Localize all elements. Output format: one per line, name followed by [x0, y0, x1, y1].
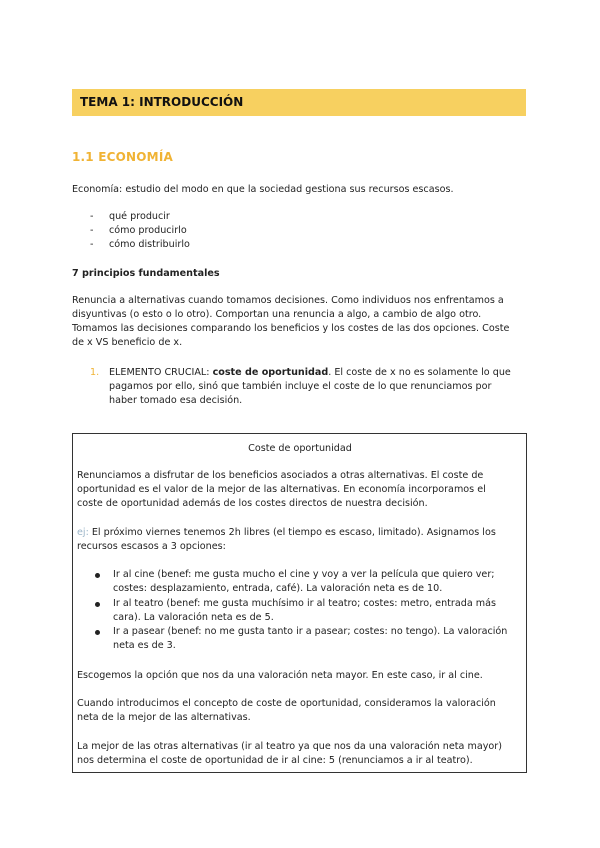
list-item: qué producir	[109, 211, 170, 222]
numbered-item-line	[109, 366, 511, 380]
paragraph-line: disyuntivas (o esto o lo otro). Comportan una renuncia a algo, a cambio de algo otro.	[72, 309, 482, 320]
definition-text: Economía: estudio del modo en que la sociedad gestiona sus recursos escasos.	[72, 184, 454, 195]
option-line: costes: desplazamiento, entrada, café). La valoración neta es de 10.	[113, 583, 443, 594]
box-line: Renunciamos a disfrutar de los beneficios asociados a otras alternativas. El coste de	[77, 470, 484, 481]
numbered-item-line: haber tomado esa decisión.	[109, 395, 243, 406]
list-number: 1.	[90, 367, 100, 378]
box-line: oportunidad es el valor de la mejor de las alternativas. En economía incorporamos el	[77, 484, 486, 495]
box-line: La mejor de las otras alternativas (ir al teatro ya que nos da una valoración neta mayor)	[77, 741, 502, 752]
option-line: Ir al cine (benef: me gusta mucho el cine y voy a ver la película que quiero ver;	[113, 569, 495, 580]
example-line: recursos escasos a 3 opciones:	[77, 541, 226, 552]
bullet-dot	[95, 602, 100, 607]
box-heading: Coste de oportunidad	[248, 443, 352, 454]
bullet-dot	[95, 630, 100, 635]
key-term: coste de oportunidad	[212, 367, 329, 378]
box-line: neta de la mejor de las alternativas.	[77, 712, 251, 723]
paragraph-line: Tomamos las decisiones comparando los beneficios y los costes de las dos opciones. Coste	[72, 323, 510, 334]
box-line: nos determina el coste de oportunidad de ir al cine: 5 (renunciamos a ir al teatro).	[77, 755, 473, 766]
list-item: cómo producirlo	[109, 225, 187, 236]
item-rest: . El coste de x no es solamente lo que	[328, 367, 511, 378]
box-line: coste de oportunidad además de los costes directos de nuestra decisión.	[77, 498, 428, 509]
option-line: Ir al teatro (benef: me gusta muchísimo ir al teatro; costes: metro, entrada más	[113, 598, 496, 609]
bullet-dot	[95, 573, 100, 578]
dash-bullet: -	[90, 211, 94, 222]
option-line: cara). La valoración neta es de 5.	[113, 612, 274, 623]
box-line: Escogemos la opción que nos da una valoración neta mayor. En este caso, ir al cine.	[77, 670, 483, 681]
chapter-title: TEMA 1: INTRODUCCIÓN	[72, 89, 526, 116]
numbered-item-line: pagamos por ello, sinó que también incluye el coste de lo que renunciamos por	[109, 381, 492, 392]
option-line: Ir a pasear (benef: no me gusta tanto ir a pasear; costes: no tengo). La valoración	[113, 626, 508, 637]
option-line: neta es de 3.	[113, 640, 176, 651]
list-item: cómo distribuirlo	[109, 239, 190, 250]
dash-bullet: -	[90, 239, 94, 250]
paragraph-line: de x VS beneficio de x.	[72, 337, 183, 348]
example-line	[77, 526, 496, 540]
paragraph-line: Renuncia a alternativas cuando tomamos decisiones. Como individuos nos enfrentamos a	[72, 295, 504, 306]
box-line: Cuando introducimos el concepto de coste de oportunidad, consideramos la valoración	[77, 698, 496, 709]
principles-heading: 7 principios fundamentales	[72, 268, 220, 279]
dash-bullet: -	[90, 225, 94, 236]
item-prefix: ELEMENTO CRUCIAL:	[109, 367, 213, 378]
example-label: ej:	[77, 527, 89, 538]
example-text: El próximo viernes tenemos 2h libres (el tiempo es escaso, limitado). Asignamos los	[88, 527, 496, 538]
section-title: 1.1 ECONOMÍA	[72, 150, 173, 164]
